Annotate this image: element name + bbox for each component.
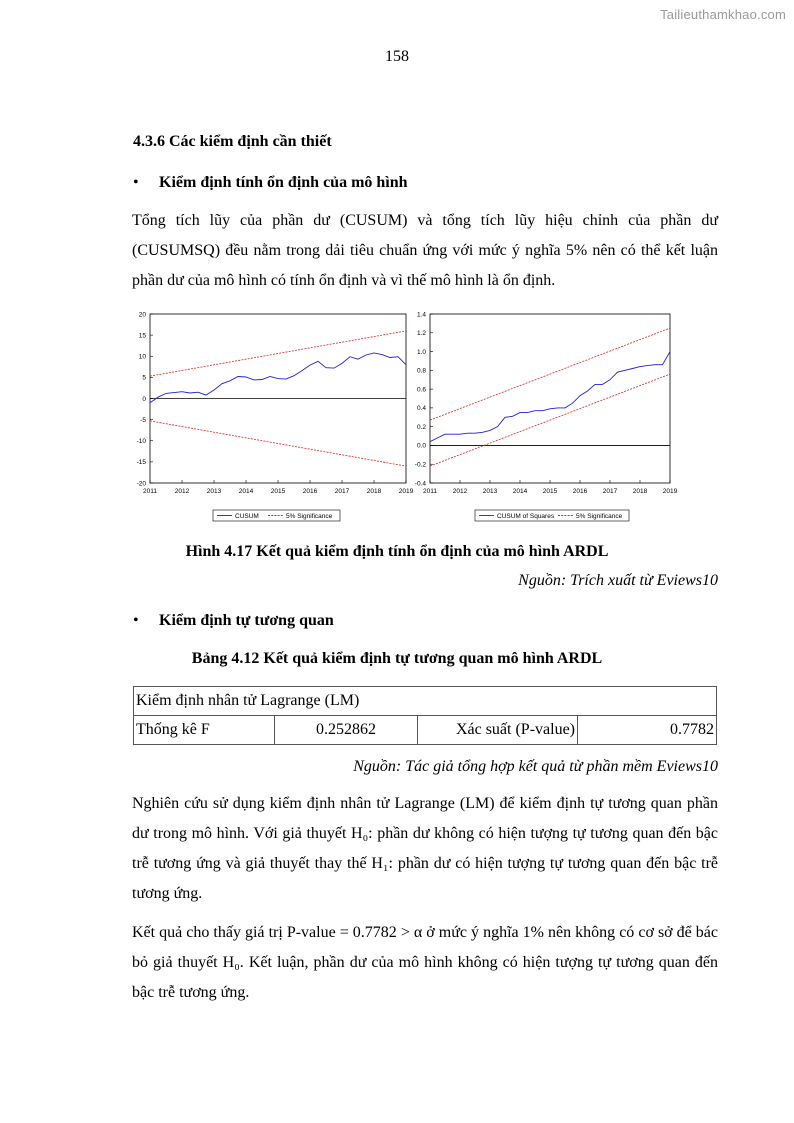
y-tick-label: -0.2 bbox=[414, 461, 426, 469]
lm-test-table bbox=[133, 686, 717, 745]
y-tick-label: 0.6 bbox=[416, 386, 426, 394]
bullet-icon: • bbox=[133, 612, 139, 629]
y-tick-label: 1.2 bbox=[416, 330, 426, 338]
bullet-text: Kiểm định tự tương quan bbox=[159, 612, 334, 629]
x-tick-label: 2011 bbox=[143, 488, 157, 495]
table-cell-pvalue: 0.7782 bbox=[578, 716, 717, 745]
section-heading: 4.3.6 Các kiểm định cần thiết bbox=[133, 133, 332, 150]
figure-source: Nguồn: Trích xuất từ Eviews10 bbox=[518, 572, 718, 589]
y-tick-label: 0.0 bbox=[416, 442, 426, 450]
y-tick-label: 5 bbox=[142, 374, 146, 382]
table-cell-plabel: Xác suất (P-value) bbox=[418, 716, 578, 745]
x-tick-label: 2013 bbox=[482, 488, 498, 495]
table-cell-label: Thống kê F bbox=[134, 716, 275, 745]
y-tick-label: 0 bbox=[142, 395, 146, 403]
bullet-heading-stability bbox=[133, 174, 408, 192]
paragraph-lm-method: Nghiên cứu sử dụng kiểm định nhân tử Lagrange (LM) để kiểm định tự tương quan phần dư trong mô hình. Với giả thuyết H₀: phần dư không có hiện tượng tự tương quan đến bậc trễ tương ứng và giả thuyết thay thế H₁: phần dư có hiện tượng tự tương quan đến bậc trễ tương ứng. bbox=[132, 795, 718, 902]
y-tick-label: -5 bbox=[140, 416, 146, 424]
bullet-text: Kiểm định tính ổn định của mô hình bbox=[159, 174, 408, 191]
paragraph-cusum: Tổng tích lũy của phần dư (CUSUM) và tổng tích lũy hiệu chỉnh của phần dư (CUSUMSQ) đều nằm trong dải tiêu chuẩn ứng với mức ý nghĩa 5% nên có thể kết luận phần dư của mô hình có tính ổn định và vì thế mô hình là ổn định. bbox=[132, 212, 718, 289]
y-tick-label: 10 bbox=[138, 353, 146, 361]
x-tick-label: 2016 bbox=[302, 488, 318, 495]
x-tick-label: 2018 bbox=[366, 488, 382, 495]
x-tick-label: 2011 bbox=[423, 488, 437, 495]
page-number: 158 bbox=[385, 48, 409, 65]
y-tick-label: 1.4 bbox=[416, 311, 426, 319]
table-source: Nguồn: Tác giả tổng hợp kết quả từ phần mềm Eviews10 bbox=[353, 758, 718, 775]
table-header-cell: Kiểm định nhân tử Lagrange (LM) bbox=[134, 687, 717, 716]
bullet-icon: • bbox=[133, 174, 139, 191]
x-tick-label: 2017 bbox=[602, 488, 618, 495]
y-tick-label: 0.4 bbox=[416, 405, 426, 413]
y-tick-label: -0.4 bbox=[414, 480, 426, 488]
x-tick-label: 2014 bbox=[238, 488, 254, 495]
x-tick-label: 2018 bbox=[632, 488, 648, 495]
paragraph-lm-result: Kết quả cho thấy giá trị P-value = 0.7782 > α ở mức ý nghĩa 1% nên không có cơ sở để bác bỏ giả thuyết H₀. Kết luận, phần dư của mô hình không có hiện tượng tự tương quan đến bậc trễ tương ứng. bbox=[132, 924, 718, 1001]
y-tick-label: 0.8 bbox=[416, 367, 426, 375]
bullet-heading-autocorrelation bbox=[133, 612, 334, 630]
x-tick-label: 2019 bbox=[662, 488, 678, 495]
y-tick-label: -10 bbox=[136, 438, 146, 446]
legend-cusumsq-label: CUSUM of Squares bbox=[497, 513, 555, 520]
watermark: Tailieuthamkhao.com bbox=[660, 7, 786, 22]
x-tick-label: 2015 bbox=[270, 488, 286, 495]
x-tick-label: 2015 bbox=[542, 488, 558, 495]
x-tick-label: 2019 bbox=[398, 488, 414, 495]
stability-figure bbox=[120, 305, 685, 527]
x-tick-label: 2012 bbox=[452, 488, 468, 495]
x-tick-label: 2016 bbox=[572, 488, 588, 495]
x-tick-label: 2013 bbox=[206, 488, 222, 495]
legend-sig2-label: 5% Significance bbox=[576, 513, 623, 520]
y-tick-label: -15 bbox=[136, 459, 146, 467]
figure-caption: Hình 4.17 Kết quả kiểm định tính ổn định của mô hình ARDL bbox=[185, 543, 609, 560]
table-caption: Bảng 4.12 Kết quả kiểm định tự tương quan mô hình ARDL bbox=[191, 650, 603, 667]
x-tick-label: 2012 bbox=[174, 488, 190, 495]
y-tick-label: -20 bbox=[136, 480, 146, 488]
legend-sig-label: 5% Significance bbox=[286, 513, 333, 520]
table-cell-fstat: 0.252862 bbox=[275, 716, 418, 745]
y-tick-label: 20 bbox=[138, 311, 146, 319]
y-tick-label: 1.0 bbox=[416, 348, 426, 356]
table-row bbox=[134, 716, 717, 745]
x-tick-label: 2014 bbox=[512, 488, 528, 495]
cusumsq-plot-area bbox=[430, 314, 670, 483]
y-tick-label: 0.2 bbox=[416, 423, 426, 431]
x-tick-label: 2017 bbox=[334, 488, 350, 495]
legend-cusum-label: CUSUM bbox=[235, 513, 259, 520]
y-tick-label: 15 bbox=[138, 332, 146, 340]
table-row bbox=[134, 687, 717, 716]
